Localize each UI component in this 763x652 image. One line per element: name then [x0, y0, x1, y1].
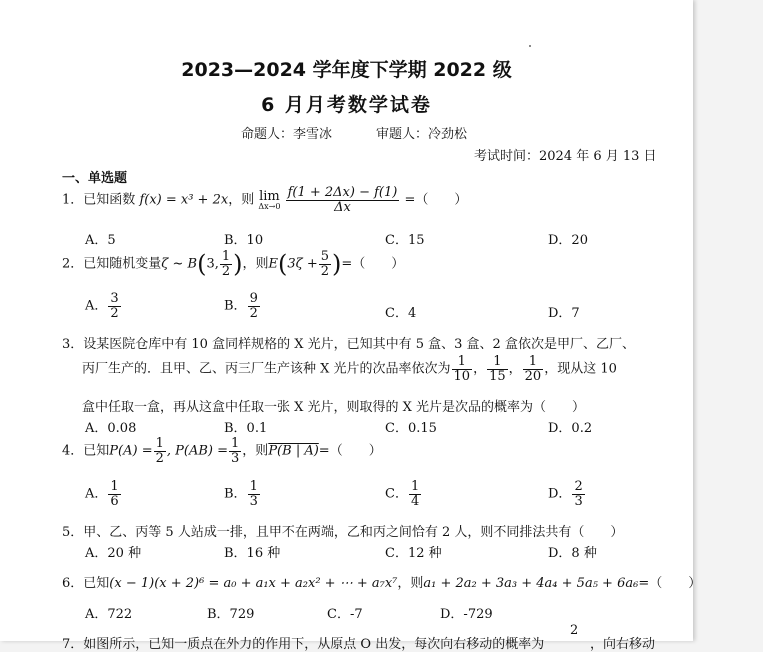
q5-option-c: C．12 种 — [385, 546, 442, 561]
defect-rate-c — [523, 355, 544, 383]
fraction-denominator: 10 — [453, 368, 471, 384]
defect-rate-b — [487, 355, 508, 383]
exam-title: 2023—2024 学年度下学期 2022 级 — [181, 59, 512, 81]
q1-option-b: B．10 — [224, 233, 264, 248]
question-1 — [62, 186, 467, 214]
question-7 — [62, 633, 544, 652]
option-fraction — [248, 292, 260, 320]
binomial-n: 3, — [206, 256, 219, 272]
option-label: B． — [224, 298, 247, 314]
question-number: 7． — [62, 637, 84, 652]
fraction-numerator: 1 — [155, 436, 164, 451]
question-text: 已知 — [83, 443, 110, 459]
fraction-numerator: 3 — [110, 291, 119, 306]
fraction-denominator: 15 — [489, 368, 506, 384]
q3-option-c: C．0.15 — [385, 421, 437, 436]
answer-blank: =（ ） — [638, 576, 702, 591]
separator: ， — [473, 361, 487, 377]
question-4 — [62, 437, 382, 465]
question-text: 如图所示，已知一质点在外力的作用下，从原点 O 出发，每次向右移动的概率为 — [83, 637, 545, 652]
fraction-numerator: 1 — [410, 479, 420, 494]
limit-operator — [258, 190, 280, 211]
option-label: B． — [224, 486, 247, 502]
q6-option-b: B．729 — [207, 607, 255, 622]
q4-option-b — [224, 480, 261, 508]
paren-right: ) — [233, 250, 243, 279]
fraction-denominator: 20 — [524, 368, 542, 384]
limit-subscript: Δx→0 — [258, 201, 281, 211]
option-fraction — [108, 480, 120, 508]
option-label: A． — [85, 298, 108, 314]
question-number: 5． — [62, 525, 84, 540]
fraction-numerator: 1 — [231, 436, 240, 451]
exam-time: 考试时间：2024 年 6 月 13 日 — [474, 149, 657, 164]
option-label: A． — [85, 486, 108, 502]
option-label: D． — [548, 486, 572, 502]
fraction-numerator: 1 — [249, 479, 258, 494]
fraction-numerator: 9 — [249, 291, 258, 306]
question-2 — [62, 250, 404, 278]
math-inner: 3ζ + — [287, 256, 318, 272]
question-text: ，则 — [228, 192, 255, 208]
option-fraction — [248, 480, 260, 508]
limit-word: lim — [259, 188, 280, 204]
binomial-p — [220, 250, 232, 278]
question-text: ，则 — [242, 443, 269, 459]
option-fraction — [572, 480, 584, 508]
separator: ， — [508, 361, 522, 377]
answer-blank: =（ ） — [341, 256, 405, 272]
paren-left: ( — [197, 250, 207, 279]
question-number: 4． — [62, 443, 84, 459]
q6-option-d: D．-729 — [440, 607, 493, 622]
q6-option-c: C．-7 — [327, 607, 363, 622]
fraction-denominator: 4 — [410, 493, 420, 509]
fraction-denominator: 3 — [249, 493, 258, 509]
weighted-sum: a₁ + 2a₂ + 3a₃ + 4a₄ + 5a₅ + 6a₆ — [423, 576, 639, 591]
inner-fraction — [319, 250, 331, 278]
question-text: ，则 — [242, 256, 269, 272]
question-text: 丙厂生产的．且甲、乙、丙三厂生产该种 X 光片的次品率依次为 — [82, 361, 451, 377]
fraction-denominator: 2 — [249, 305, 258, 321]
q2-option-a — [85, 292, 122, 320]
q4-option-d — [548, 480, 586, 508]
question-text: 已知随机变量 — [83, 256, 162, 272]
scan-speck — [529, 45, 531, 47]
fraction-numerator: 5 — [320, 249, 330, 264]
option-fraction — [108, 292, 120, 320]
fraction-numerator: 1 — [452, 355, 473, 370]
question-number: 1． — [62, 192, 84, 208]
defect-rate-a — [452, 355, 473, 383]
prob-a-value — [154, 437, 166, 465]
math-expectation: E — [268, 256, 279, 272]
question-6 — [62, 572, 701, 591]
fraction-denominator: 6 — [110, 493, 119, 509]
fraction-denominator: 3 — [231, 450, 240, 466]
q5-option-a: A．20 种 — [85, 546, 142, 561]
fraction-numerator: f(1 + 2Δx) − f(1) — [287, 185, 398, 200]
q6-option-a: A．722 — [85, 607, 133, 622]
question-3-line-2 — [82, 355, 617, 383]
math-distribution: ζ ~ B — [161, 256, 198, 272]
fraction-denominator: 2 — [320, 263, 330, 279]
q3-option-d: D．0.2 — [548, 421, 593, 436]
fraction-numerator: 1 — [487, 355, 508, 370]
q2-option-c: C．4 — [385, 306, 417, 321]
paren-right: ) — [332, 250, 342, 279]
q3-option-b: B．0.1 — [224, 421, 268, 436]
fraction-denominator: 2 — [221, 263, 231, 279]
fraction-denominator: 3 — [574, 493, 583, 509]
prob-ab: , P(AB) = — [166, 443, 229, 459]
q1-option-d: D．20 — [548, 233, 588, 248]
question-text: 已知函数 — [83, 192, 136, 208]
question-text: 甲、乙、丙等 5 人站成一排，且甲不在两端，乙和丙之间恰有 2 人，则不同排法共有（ ） — [83, 525, 624, 540]
q7-fraction-numerator: 2 — [570, 623, 579, 638]
q3-option-a: A．0.08 — [85, 421, 137, 436]
answer-blank: =（ ） — [318, 443, 382, 459]
q2-option-b — [224, 292, 261, 320]
conditional-prob: P(B | A) — [268, 443, 319, 459]
q1-option-c: C．15 — [385, 233, 425, 248]
question-number: 3． — [62, 337, 84, 352]
question-text: 已知 — [83, 576, 110, 591]
reviewer-label: 审题人：冷劲松 — [376, 127, 468, 142]
question-3 — [62, 333, 635, 352]
q4-option-c — [385, 480, 422, 508]
question-text-line-1: 设某医院仓库中有 10 盒同样规格的 X 光片，已知其中有 5 盒、3 盒、2 盒依次是甲厂、乙厂、 — [83, 337, 635, 352]
paren-left: ( — [278, 250, 288, 279]
option-fraction — [409, 480, 421, 508]
fraction-denominator: 2 — [155, 450, 164, 466]
q7-tail-text: ，向右移动 — [590, 637, 656, 652]
fraction-numerator: 1 — [221, 249, 231, 264]
author-label: 命题人：李雪冰 — [241, 127, 333, 142]
prob-a: P(A) = — [109, 443, 153, 459]
question-text: ，现从这 10 — [544, 361, 617, 377]
fraction-numerator: 1 — [523, 355, 544, 370]
q2-option-d: D．7 — [548, 306, 580, 321]
fraction-denominator: Δx — [334, 199, 351, 215]
option-label: C． — [385, 486, 408, 502]
question-3-line-3: 盒中任取一盒，再从这盒中任取一张 X 光片，则取得的 X 光片是次品的概率为（ ） — [82, 400, 586, 415]
prob-ab-value — [229, 437, 241, 465]
question-number: 6． — [62, 576, 84, 591]
math-function: f(x) = x³ + 2x — [139, 192, 229, 208]
question-text: ，则 — [397, 576, 424, 591]
q5-option-b: B．16 种 — [224, 546, 281, 561]
fraction-denominator: 2 — [110, 305, 119, 321]
section-title-single-choice: 一、单选题 — [62, 171, 128, 186]
q5-option-d: D．8 种 — [548, 546, 597, 561]
fraction-numerator: 2 — [574, 479, 583, 494]
expansion-expression: (x − 1)(x + 2)⁶ = a₀ + a₁x + a₂x² + ⋯ + a₇x⁷ — [109, 576, 398, 591]
q4-option-a — [85, 480, 122, 508]
question-5 — [62, 521, 623, 540]
fraction-numerator: 1 — [110, 479, 119, 494]
q1-option-a: A．5 — [85, 233, 116, 248]
question-number: 2． — [62, 256, 84, 272]
exam-subtitle: 6 月月考数学试卷 — [261, 94, 432, 116]
limit-fraction — [286, 186, 400, 214]
answer-blank: =（ ） — [404, 192, 468, 208]
